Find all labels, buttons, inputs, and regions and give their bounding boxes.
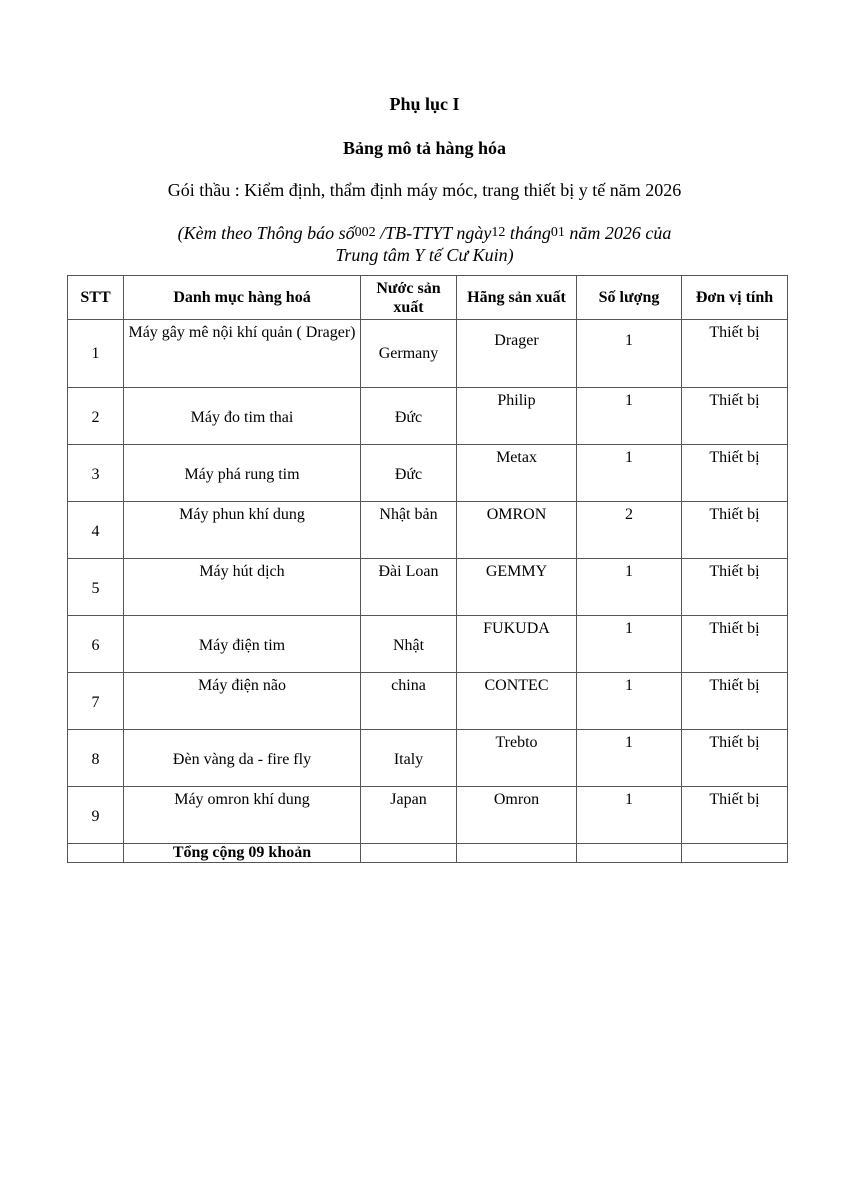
note-text: năm 2026 của	[564, 223, 672, 243]
cell-quantity: 1	[577, 787, 682, 844]
cell-item: Máy phun khí dung	[124, 502, 361, 559]
cell-stt: 4	[68, 502, 124, 559]
cell-country: Japan	[361, 787, 457, 844]
table-row	[68, 388, 788, 445]
header-unit: Đơn vị tính	[682, 276, 788, 320]
cell-stt: 7	[68, 673, 124, 730]
note-text: /TB-TTYT ngày	[375, 223, 492, 243]
note-issuer: Trung tâm Y tế Cư Kuin)	[335, 245, 514, 265]
cell-unit: Thiết bị	[682, 787, 788, 844]
cell-unit: Thiết bị	[682, 673, 788, 730]
cell-quantity: 1	[577, 559, 682, 616]
cell-quantity: 1	[577, 445, 682, 502]
table-row	[68, 787, 788, 844]
cell-quantity: 1	[577, 320, 682, 388]
cell-quantity: 2	[577, 502, 682, 559]
table-row	[68, 616, 788, 673]
package-title: Gói thầu : Kiểm định, thẩm định máy móc, trang thiết bị y tế năm 2026	[167, 180, 682, 200]
note-number: 002	[354, 225, 376, 240]
note-month: 01	[550, 225, 565, 240]
appendix-title: Phụ lục I	[389, 94, 460, 114]
header-stt: STT	[68, 276, 124, 320]
goods-table	[67, 275, 788, 863]
cell-unit: Thiết bị	[682, 559, 788, 616]
cell-manufacturer: Metax	[457, 445, 577, 502]
note-text: tháng	[505, 223, 551, 243]
cell-quantity: 1	[577, 730, 682, 787]
cell-stt: 6	[68, 616, 124, 673]
cell-quantity: 1	[577, 616, 682, 673]
cell-empty	[682, 844, 788, 863]
note-text: (Kèm theo Thông báo số	[177, 223, 355, 243]
total-row	[68, 844, 788, 863]
cell-country: Nhật bản	[361, 502, 457, 559]
cell-country: china	[361, 673, 457, 730]
cell-stt: 5	[68, 559, 124, 616]
cell-item: Đèn vàng da - fire fly	[124, 730, 361, 787]
cell-stt: 3	[68, 445, 124, 502]
cell-manufacturer: FUKUDA	[457, 616, 577, 673]
cell-manufacturer: Drager	[457, 320, 577, 388]
cell-item: Máy điện não	[124, 673, 361, 730]
cell-unit: Thiết bị	[682, 502, 788, 559]
cell-unit: Thiết bị	[682, 445, 788, 502]
cell-manufacturer: CONTEC	[457, 673, 577, 730]
cell-item: Máy gây mê nội khí quản ( Drager)	[124, 320, 361, 388]
header-item: Danh mục hàng hoá	[124, 276, 361, 320]
cell-country: Đài Loan	[361, 559, 457, 616]
cell-manufacturer: Trebto	[457, 730, 577, 787]
table-row	[68, 320, 788, 388]
table-row	[68, 730, 788, 787]
header-country: Nước sản xuất	[361, 276, 457, 320]
cell-stt: 9	[68, 787, 124, 844]
cell-manufacturer: GEMMY	[457, 559, 577, 616]
cell-country: Germany	[361, 320, 457, 388]
cell-country: Italy	[361, 730, 457, 787]
cell-item: Máy đo tim thai	[124, 388, 361, 445]
cell-unit: Thiết bị	[682, 616, 788, 673]
cell-country: Nhật	[361, 616, 457, 673]
cell-item: Máy phá rung tim	[124, 445, 361, 502]
table-row	[68, 559, 788, 616]
cell-country: Đức	[361, 388, 457, 445]
cell-empty	[577, 844, 682, 863]
cell-empty	[361, 844, 457, 863]
cell-unit: Thiết bị	[682, 388, 788, 445]
header-manufacturer: Hãng sản xuất	[457, 276, 577, 320]
cell-quantity: 1	[577, 388, 682, 445]
cell-stt: 1	[68, 320, 124, 388]
cell-country: Đức	[361, 445, 457, 502]
table-header-row	[68, 276, 788, 320]
cell-manufacturer: Omron	[457, 787, 577, 844]
cell-unit: Thiết bị	[682, 730, 788, 787]
cell-stt: 2	[68, 388, 124, 445]
table-title: Bảng mô tả hàng hóa	[342, 138, 507, 158]
cell-item: Máy omron khí dung	[124, 787, 361, 844]
header-quantity: Số lượng	[577, 276, 682, 320]
cell-quantity: 1	[577, 673, 682, 730]
table-row	[68, 502, 788, 559]
cell-item: Máy điện tim	[124, 616, 361, 673]
cell-manufacturer: OMRON	[457, 502, 577, 559]
table-row	[68, 445, 788, 502]
cell-item: Máy hút dịch	[124, 559, 361, 616]
cell-empty	[68, 844, 124, 863]
cell-manufacturer: Philip	[457, 388, 577, 445]
table-row	[68, 673, 788, 730]
reference-note	[0, 222, 849, 266]
cell-unit: Thiết bị	[682, 320, 788, 388]
cell-stt: 8	[68, 730, 124, 787]
note-day: 12	[491, 225, 506, 240]
total-label: Tổng cộng 09 khoản	[124, 844, 361, 863]
cell-empty	[457, 844, 577, 863]
